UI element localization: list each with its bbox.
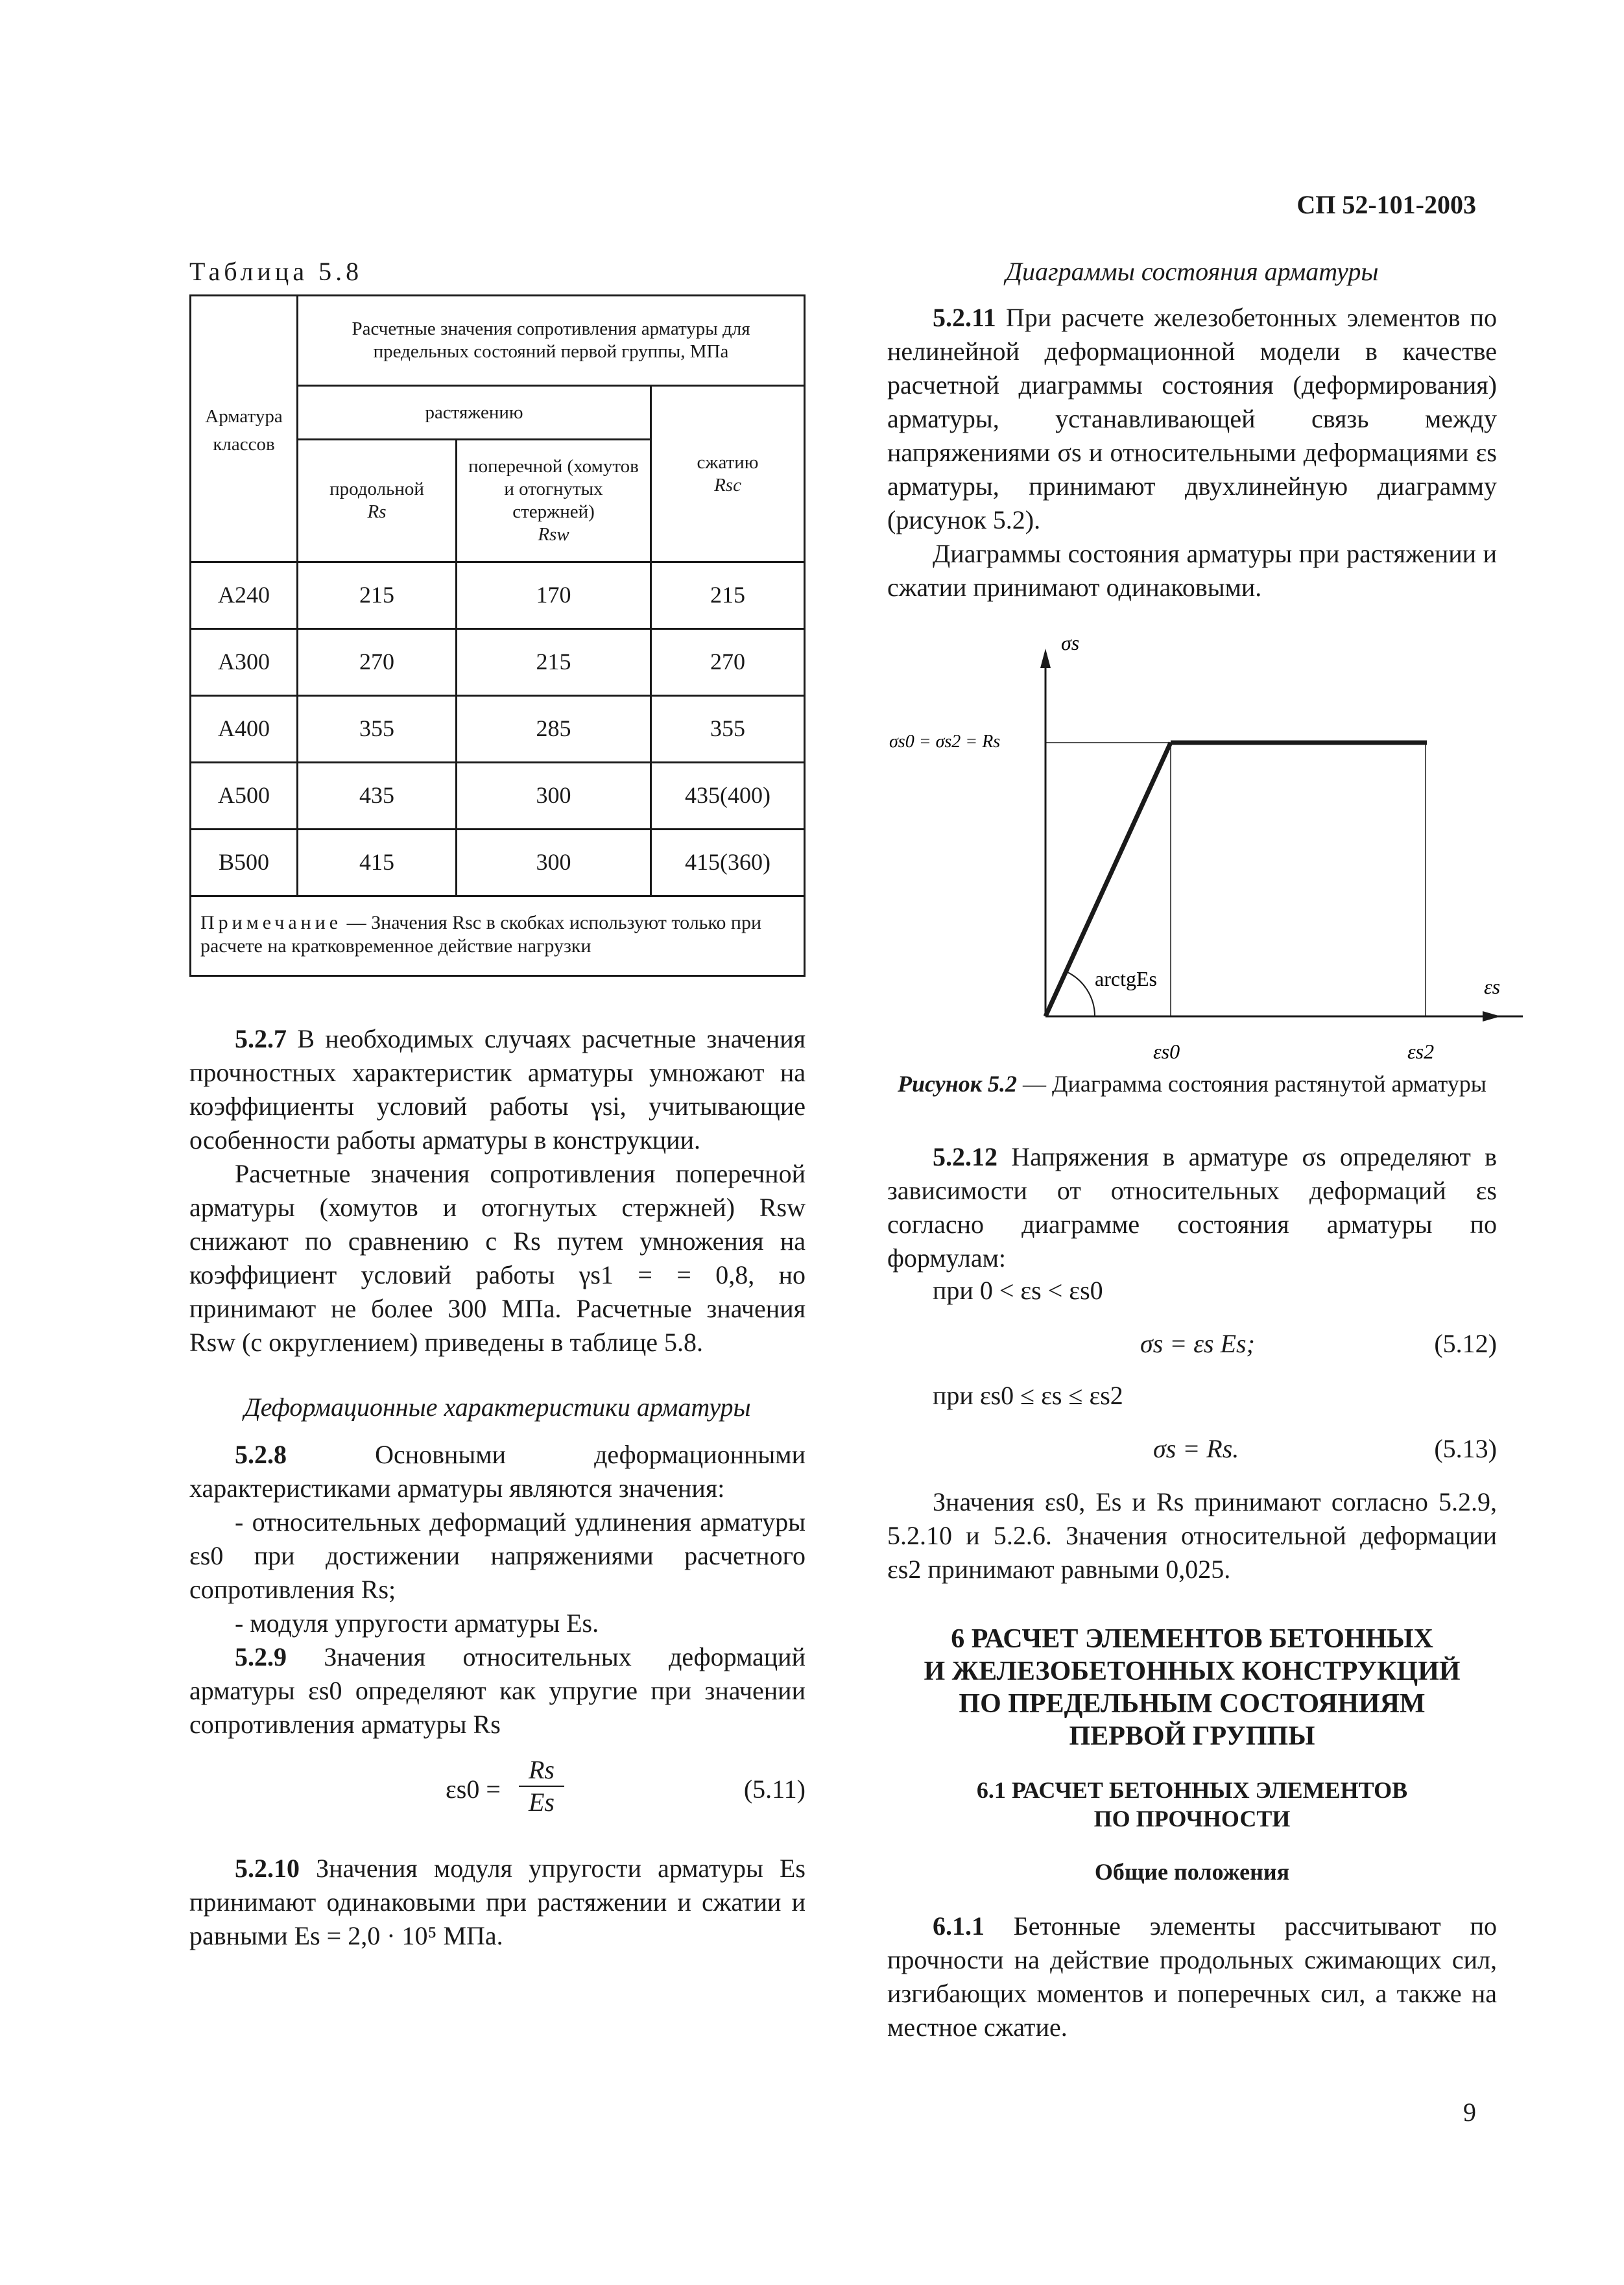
para-5-2-7: 5.2.7 В необходимых случаях расчетные значения прочностных характеристик арматуры умножают на коэффициенты условий работы γsi, учитывающие особенности работы арматуры в конструкции. [189, 1024, 806, 1154]
table-row: A400 355 285 355 [191, 696, 805, 763]
document-code: СП 52-101-2003 [1296, 190, 1476, 219]
y-axis-label: σs [1061, 631, 1080, 654]
stress-strain-diagram [887, 630, 1501, 1063]
x-tick-eps-s0: εs0 [1153, 1040, 1180, 1063]
x-tick-eps-s2: εs2 [1407, 1040, 1435, 1063]
figure-caption: Рисунок 5.2 — Диаграмма состояния растянутой арматуры [898, 1071, 1487, 1097]
para-5-2-10: 5.2.10 Значения модуля упругости арматуры Es принимают одинаковыми при растяжении и сжатии и равными Es = 2,0 · 10⁵ МПа. [189, 1854, 806, 1950]
stress-limit-label: σs0 = σs2 = Rs [889, 732, 1001, 752]
table-row: A500 435 300 435(400) [191, 763, 805, 830]
section-6-1-heading: 6.1 РАСЧЕТ БЕТОННЫХ ЭЛЕМЕНТОВ ПО ПРОЧНОСТИ [976, 1777, 1408, 1832]
general-provisions-heading: Общие положения [1094, 1859, 1290, 1885]
x-axis-label: εs [1484, 975, 1501, 998]
right-column [887, 256, 1501, 2044]
rebar-resistance-table [189, 294, 806, 977]
x-axis-arrow-icon [1483, 1011, 1501, 1022]
col-trans-header: поперечной (хомутов и отогнутых стержней) Rsw [457, 440, 651, 562]
col-group-header: Расчетные значения сопротивления арматуры для предельных состояний первой группы, МПа [298, 296, 805, 386]
chapter-6-heading: 6 РАСЧЕТ ЭЛЕМЕНТОВ БЕТОННЫХ И ЖЕЛЕЗОБЕТОННЫХ КОНСТРУКЦИЙ ПО ПРЕДЕЛЬНЫМ СОСТОЯНИЯМ ПЕРВОЙ ГРУППЫ [924, 1624, 1461, 1751]
para-5-2-12: 5.2.12 Напряжения в арматуре σs определяют в зависимости от относительных деформаций εs согласно диаграмме состояния арматуры по формулам: [887, 1142, 1497, 1273]
para-5-2-8-item2: - модуля упругости арматуры Es. [235, 1609, 599, 1638]
table-row: A300 270 215 270 [191, 629, 805, 696]
col-rebar-header: Арматура классов [191, 296, 298, 562]
para-5-2-11-b: Диаграммы состояния арматуры при растяжении и сжатии принимают одинаковыми. [887, 539, 1497, 602]
para-values: Значения εs0, Es и Rs принимают согласно 5.2.9, 5.2.10 и 5.2.6. Значения относительной деформации εs2 принимают равными 0,025. [887, 1487, 1497, 1584]
formula-5-12: σs = εs Es; (5.12) [1140, 1329, 1497, 1358]
formula-5-11: εs0 = Rs Es (5.11) [446, 1755, 806, 1817]
angle-label: arctgEs [1095, 967, 1157, 990]
formula-5-13: σs = Rs. (5.13) [1153, 1434, 1497, 1463]
para-5-2-7-b: Расчетные значения сопротивления поперечной арматуры (хомутов и отогнутых стержней) Rsw снижают по сравнению с Rs путем умножения на коэффициент условий работы γs1 = = 0,8, но принимают не более 300 МПа. Расчетные значения Rsw (с округлением) приведены в таблице 5.8. [189, 1159, 806, 1357]
table-caption: Таблица 5.8 [189, 257, 363, 286]
table-note: Примечание — Значения Rsc в скобках используют только при расчете на кратковременное действие нагрузки [191, 896, 805, 976]
left-column [189, 256, 806, 1953]
para-6-1-1: 6.1.1 Бетонные элементы рассчитывают по прочности на действие продольных сжимающих сил, изгибающих моментов и поперечных сил, а также на местное сжатие. [887, 1911, 1497, 2042]
para-5-2-9: 5.2.9 Значения относительных деформаций арматуры εs0 определяют как упругие при значении сопротивления арматуры Rs [189, 1642, 806, 1739]
col-comp-header: сжатию Rsc [651, 386, 805, 562]
section-deformation-characteristics: Деформационные характеристики арматуры [244, 1393, 751, 1422]
y-axis-arrow-icon [1040, 649, 1051, 668]
table-row: A240 215 170 215 [191, 562, 805, 629]
condition-1: при 0 < εs < εs0 [933, 1276, 1103, 1305]
angle-arc [1066, 972, 1095, 1016]
para-5-2-8: 5.2.8 Основными деформационными характеристиками арматуры являются значения: [189, 1440, 806, 1503]
condition-2: при εs0 ≤ εs ≤ εs2 [933, 1381, 1123, 1410]
page-number: 9 [1463, 2098, 1476, 2127]
table-row: B500 415 300 415(360) [191, 830, 805, 896]
para-5-2-8-item1: - относительных деформаций удлинения арматуры εs0 при достижении напряжениями расчетного сопротивления Rs; [189, 1507, 806, 1604]
col-tension-header: растяжению [298, 386, 651, 440]
section-stress-strain-diagrams: Диаграммы состояния арматуры [1005, 257, 1379, 286]
para-5-2-11: 5.2.11 При расчете железобетонных элементов по нелинейной деформационной модели в качестве расчетной диаграммы состояния (деформирования) арматуры, устанавливающей связь между напряжениями σs и относительными деформациями εs арматуры, принимают двухлинейную диаграмму (рисунок 5.2). [887, 303, 1497, 534]
col-long-header: продольной Rs [298, 440, 457, 562]
